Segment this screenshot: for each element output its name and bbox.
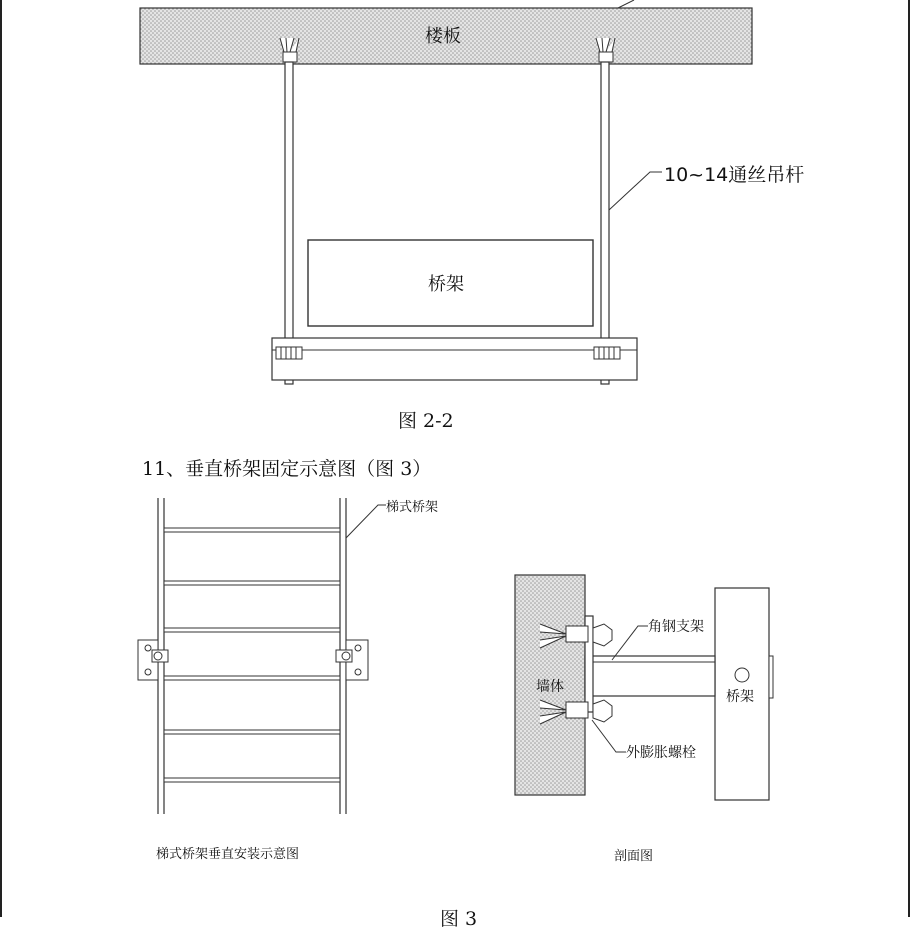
left-nut-icon [276, 347, 302, 359]
section-caption: 剖面图 [614, 849, 654, 864]
expansion-bolt-label: 外膨胀螺栓 [626, 745, 696, 761]
right-threaded-rod [601, 62, 609, 384]
bolt-leader-line [592, 720, 626, 752]
right-nut-icon [594, 347, 620, 359]
ladder-rung [164, 628, 340, 632]
wall-label: 墙体 [536, 679, 564, 695]
ladder-tray-label: 梯式桥架 [386, 500, 439, 515]
ladder-tray-drawing [138, 498, 386, 814]
ladder-rung [164, 581, 340, 585]
tray-hole [735, 668, 749, 682]
floor-slab-label: 楼板 [425, 26, 461, 47]
right-wall-bracket [336, 640, 368, 680]
ladder-rung [164, 528, 340, 532]
angle-bracket-label: 角钢支架 [648, 619, 704, 635]
ladder-rung [164, 676, 340, 680]
section-heading: 11、垂直桥架固定示意图（图 3） [142, 458, 432, 480]
channel-support [272, 338, 637, 380]
rod-leader-line [609, 172, 662, 210]
cable-tray-label: 桥架 [428, 274, 464, 295]
figure-3-caption: 图 3 [440, 908, 478, 930]
bracket-leader-line [612, 626, 648, 660]
figure-2-2-caption: 图 2-2 [398, 410, 454, 432]
figure-2-2-drawing [140, 0, 752, 384]
ladder-caption: 梯式桥架垂直安装示意图 [156, 847, 300, 862]
left-threaded-rod [285, 62, 293, 384]
ladder-rung [164, 778, 340, 782]
threaded-rod-label: 10~14通丝吊杆 [664, 164, 805, 186]
ladder-leader-line [346, 505, 386, 538]
section-tray-label: 桥架 [726, 689, 754, 705]
ladder-rung [164, 730, 340, 734]
